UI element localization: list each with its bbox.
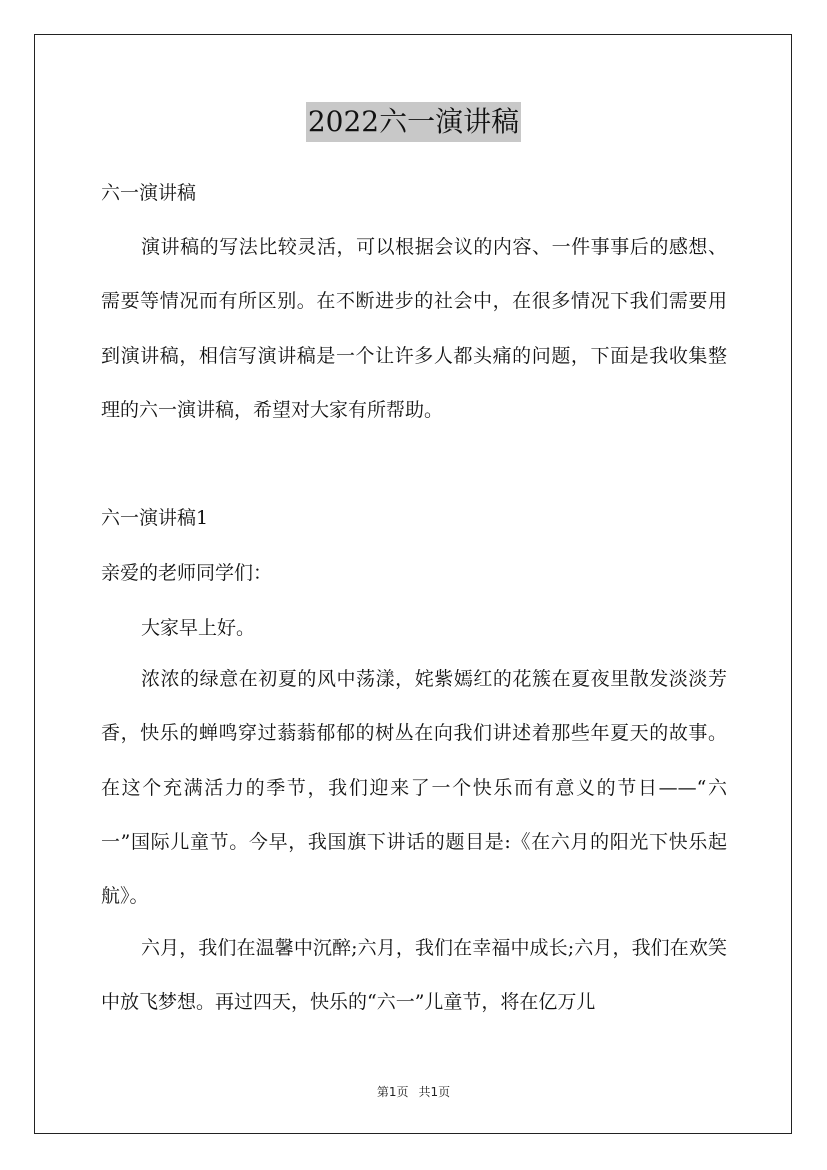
page-footer xyxy=(0,1083,827,1100)
body-paragraph-1: 浓浓的绿意在初夏的风中荡漾，姹紫嫣红的花簇在夏夜里散发淡淡芳香，快乐的蝉鸣穿过蓊蓊郁郁的树丛在向我们讲述着那些年夏天的故事。在这个充满活力的季节，我们迎来了一个快乐而有意义的节日——“六一”国际儿童节。今早，我国旗下讲话的题目是:《在六月的阳光下快乐起航》。 xyxy=(101,668,727,908)
document-title: 2022六一演讲稿 xyxy=(306,102,521,142)
page-number: 第1页 xyxy=(376,1085,409,1099)
salutation: 亲爱的老师同学们： xyxy=(101,562,273,584)
body-paragraph-2: 六月，我们在温馨中沉醉;六月，我们在幸福中成长;六月，我们在欢笑中放飞梦想。再过四天，快乐的“六一”儿童节，将在亿万儿 xyxy=(101,937,727,1014)
section-title: 六一演讲稿1 xyxy=(101,507,209,529)
greeting: 大家早上好。 xyxy=(141,617,256,639)
page-total: 共1页 xyxy=(418,1085,451,1099)
intro-paragraph: 演讲稿的写法比较灵活，可以根据会议的内容、一件事事后的感想、需要等情况而有所区别。在不断进步的社会中，在很多情况下我们需要用到演讲稿，相信写演讲稿是一个让许多人都头痛的问题，下面是我收集整理的六一演讲稿，希望对大家有所帮助。 xyxy=(101,236,727,421)
title-container xyxy=(0,102,827,142)
heading: 六一演讲稿 xyxy=(101,182,197,204)
